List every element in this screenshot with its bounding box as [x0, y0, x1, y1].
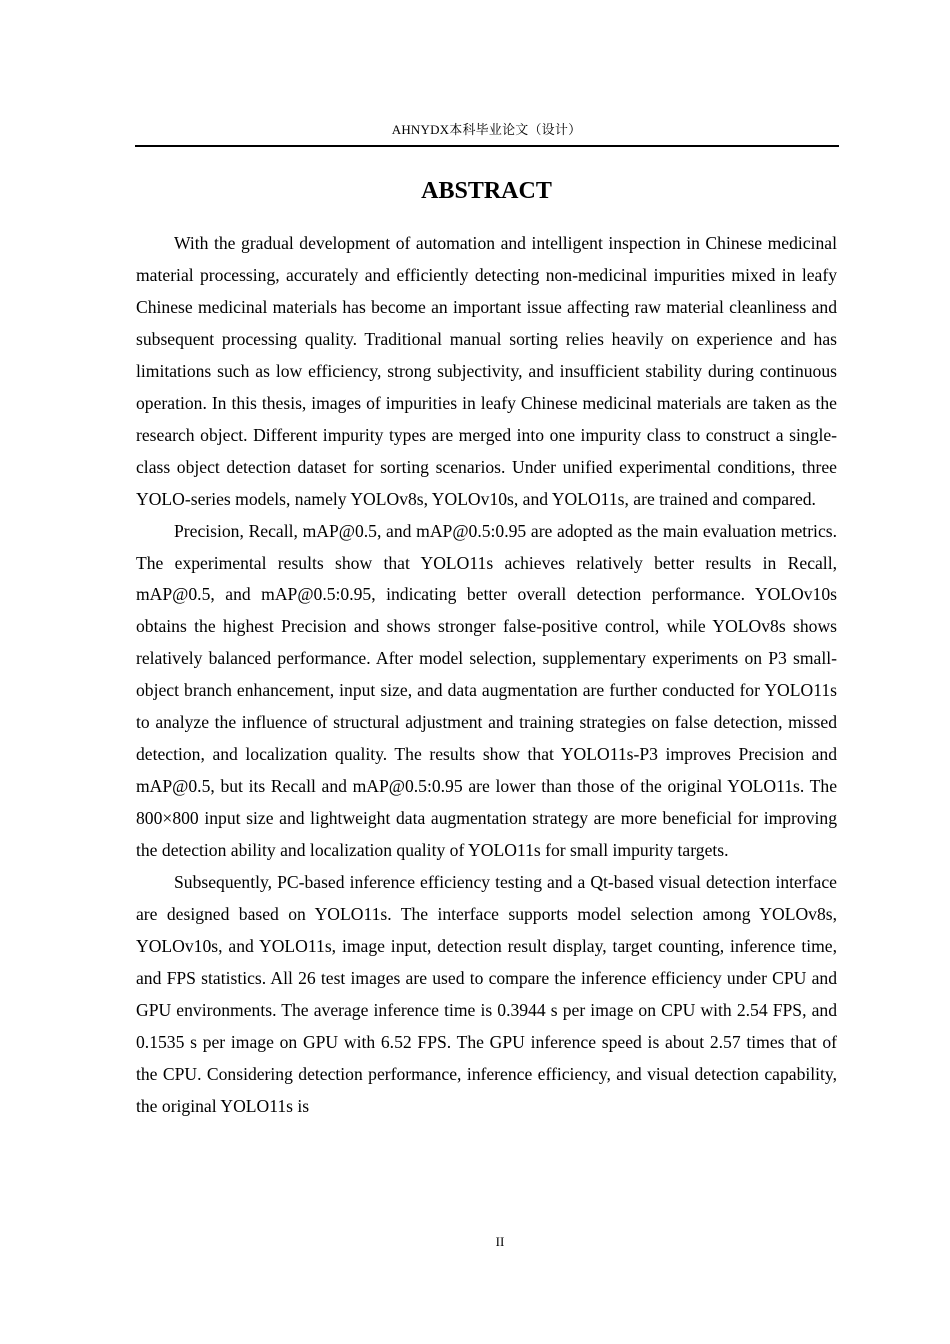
header-rule [135, 145, 839, 147]
running-header: AHNYDX本科毕业论文（设计） [391, 122, 582, 137]
abstract-paragraph-1: With the gradual development of automation and intelligent inspection in Chinese medicinal material processing, accurately and efficiently detecting non-medicinal impurities mixed in leafy Chinese medicinal materials has become an important issue affecting raw material cleanliness and subsequent processing quality. Traditional manual sorting relies heavily on experience and has limitations such as low efficiency, strong subjectivity, and insufficient stability during continuous operation. In this thesis, images of impurities in leafy Chinese medicinal materials are taken as the research object. Different impurity types are merged into one impurity class to construct a single-class object detection dataset for sorting scenarios. Under unified experimental conditions, three YOLO-series models, namely YOLOv8s, YOLOv10s, and YOLO11s, are trained and compared. [136, 233, 837, 509]
abstract-paragraph-2: Precision, Recall, mAP@0.5, and mAP@0.5:0.95 are adopted as the main evaluation metrics. The experimental results show that YOLO11s achieves relatively better results in Recall, mAP@0.5, and mAP@0.5:0.95, indicating better overall detection performance. YOLOv10s obtains the highest Precision and shows stronger false-positive control, while YOLOv8s shows relatively balanced performance. After model selection, supplementary experiments on P3 small-object branch enhancement, input size, and data augmentation are further conducted for YOLO11s to analyze the influence of structural adjustment and training strategies on false detection, missed detection, and localization quality. The results show that YOLO11s-P3 improves Precision and mAP@0.5, but its Recall and mAP@0.5:0.95 are lower than those of the original YOLO11s. The 800×800 input size and lightweight data augmentation strategy are more beneficial for improving the detection ability and localization quality of YOLO11s for small impurity targets. [136, 520, 837, 861]
page-number: II [495, 1234, 505, 1249]
abstract-body [136, 228, 837, 1123]
abstract-title: ABSTRACT [421, 178, 552, 204]
abstract-paragraph-3: Subsequently, PC-based inference efficiency testing and a Qt-based visual detection interface are designed based on YOLO11s. The interface supports model selection among YOLOv8s, YOLOv10s, and YOLO11s, image input, detection result display, target counting, inference time, and FPS statistics. All 26 test images are used to compare the inference efficiency under CPU and GPU environments. The average inference time is 0.3944 s per image on CPU with 2.54 FPS, and 0.1535 s per image on GPU with 6.52 FPS. The GPU inference speed is about 2.57 times that of the CPU. Considering detection performance, inference efficiency, and visual detection capability, the original YOLO11s is [136, 872, 837, 1116]
